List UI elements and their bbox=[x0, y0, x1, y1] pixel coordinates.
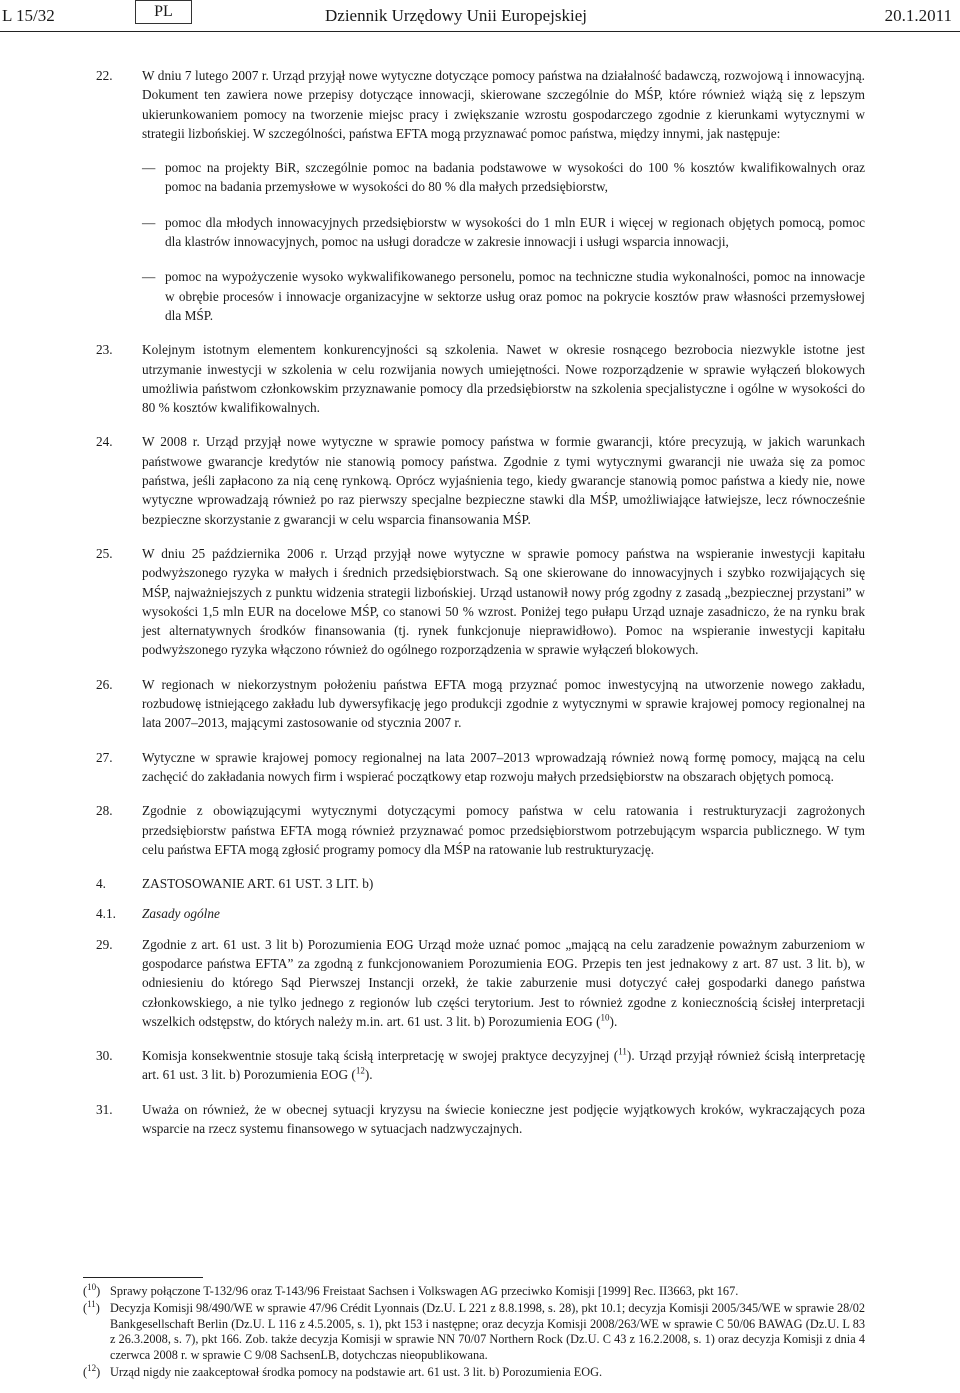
paragraph-23 bbox=[96, 340, 865, 417]
footnote-text: Urząd nigdy nie zaakceptował środka pomocy na podstawie art. 61 ust. 3 lit. b) Porozumienia EOG. bbox=[110, 1365, 603, 1380]
paragraph-31 bbox=[96, 1100, 865, 1139]
paragraph-25 bbox=[96, 544, 865, 660]
list-item-text: pomoc na projekty BiR, szczególnie pomoc na badania podstawowe w wysokości do 100 % kosztów kwalifikowalnych oraz pomoc na badania przemysłowe w wysokości do 80 % dla małych przedsiębiorstw, bbox=[165, 160, 865, 195]
paragraph-text: Zgodnie z art. 61 ust. 3 lit b) Porozumienia EOG Urząd może uznać pomoc „mającą na celu zaradzenie poważnym zaburzeniom w gospodarce państwa EFTA” za zgodną z funkcjonowaniem Porozumienia EOG. Przepis ten jest jednakowy z art. 87 ust. 3 lit. b), w odniesieniu do którego Sąd Pierwszej Instancji orzekł, że takie zaburzenie musi dotyczyć całej gospodarki danego państwa członkowskiego, a nie tylko jednego z regionów lub części terytorium. Jest to również zgodne z koniecznością ścisłej interpretacji wszelkich odstępstw, do których należy m.in. art. 61 ust. 3 lit. b) Porozumienia EOG bbox=[142, 936, 865, 1029]
paragraph-text: Zgodnie z obowiązującymi wytycznymi dotyczącymi pomocy państwa w celu ratowania i restrukturyzacji zagrożonych przedsiębiorstw państwa EFTA mogą również przyznawać pomoc przedsiębiorstwom potrzebującym wsparcia publicznego. W tym celu państwa EFTA mogą zgłosić programy pomocy dla MŚP na ratowanie lub restrukturyzację. bbox=[142, 803, 865, 857]
paragraph-27 bbox=[96, 748, 865, 787]
paragraph-text: Uważa on również, że w obecnej sytuacji kryzysu na świecie konieczne jest podjęcie wyjątkowych kroków, wykraczających poza wsparcie na rzecz systemu finansowego w sytuacjach nadzwyczajnych. bbox=[142, 1101, 865, 1137]
paragraph-end: . bbox=[369, 1067, 373, 1083]
list-item bbox=[142, 267, 865, 325]
paragraph-number: 24. bbox=[96, 434, 113, 450]
section-number: 4. bbox=[96, 876, 106, 892]
dash-bullet: — bbox=[142, 160, 156, 176]
footnote-ref[interactable]: 12 bbox=[355, 1066, 365, 1077]
section-heading bbox=[96, 874, 865, 893]
paragraph-30: 30. Komisja konsekwentnie stosuje taką ścisłą interpretację w swojej praktyce decyzyjnej ($^{11}$). Urząd przyjął również ścisłą interpretację art. 61 ust. 3 lit. b) Porozumienia EOG ($^{12}$). bbox=[96, 1046, 865, 1083]
paragraph-text-2: . Urząd przyjął również ścisłą interpretację art. 61 ust. 3 lit. b) Porozumienia EOG bbox=[142, 1048, 865, 1083]
language-box: PL bbox=[135, 0, 192, 24]
footnote bbox=[83, 1301, 865, 1363]
footnote-mark: ($^{11}$) bbox=[83, 1299, 100, 1316]
section-title: ZASTOSOWANIE ART. 61 UST. 3 LIT. b) bbox=[142, 876, 374, 892]
page-number: L 15/32 bbox=[2, 6, 55, 25]
document-body bbox=[96, 66, 865, 1153]
paragraph-28 bbox=[96, 801, 865, 859]
footnote-ref[interactable]: 11 bbox=[618, 1046, 627, 1057]
journal-title: Dziennik Urzędowy Unii Europejskiej bbox=[325, 6, 588, 25]
dash-bullet: — bbox=[142, 214, 156, 230]
list-item bbox=[142, 213, 865, 252]
paragraph-number: 28. bbox=[96, 803, 113, 819]
issue-date: 20.1.2011 bbox=[884, 6, 952, 25]
header-rule bbox=[0, 31, 960, 32]
paragraph-number: 22. bbox=[96, 68, 113, 83]
paragraph-text: W 2008 r. Urząd przyjął nowe wytyczne w sprawie pomocy państwa w formie gwarancji, które precyzują, w jakich warunkach państwowe gwarancje kredytów nie stanowią pomocy państwa. Zgodnie z tymi wytycznymi gwarancji nie uważa się za pomoc państwa, jeśli zapłacono za nią cenę rynkową. Oprócz wyjaśnienia tego, kiedy gwarancje stanowią pomoc państwa a kiedy nie, nowe wytyczne wprowadzają również po raz pierwszy specjalne bezpieczne stawki dla MŚP, umożliwiające łatwiejsze, lecz równocześnie bezpieczne skorzystanie z gwarancji w celu wsparcia finansowania MŚP. bbox=[142, 434, 865, 527]
paragraph-text: W dniu 25 października 2006 r. Urząd przyjął nowe wytyczne w sprawie pomocy państwa na wspieranie inwestycji kapitału podwyższonego ryzyka w małych i średnich przedsiębiorstwach. Są one skierowane do innowacyjnych i szybko rozwijających się MŚP, najważniejszych z punktu widzenia strategii lizbońskiej. Urząd ustanowił nowy próg zgodny z zasadą „bezpiecznej przystani” w wysokości 1,5 mln EUR na docelowe MŚP, co stanowi 50 % wzrost. Poniżej tego pułapu Urząd uznaje zasadniczo, że na rynku brak jest alternatywnych środków finansowania (tj. rynek funkcjonuje nieprawidłowo). Pomoc na wspieranie inwestycji kapitału podwyższonego ryzyka włączono również do ogólnego rozporządzenia w sprawie wyłączeń blokowych. bbox=[142, 545, 865, 658]
paragraph-number: 29. bbox=[96, 936, 113, 952]
footnote-rule bbox=[83, 1277, 203, 1278]
paragraph-text: Wytyczne w sprawie krajowej pomocy regionalnej na lata 2007–2013 wprowadzają również nową formę pomocy, mającą na celu zachęcić do zakładania nowych firm i wspierać początkowy etap rozwoju małych przedsiębiorstw na obszarach objętych pomocą. bbox=[142, 749, 865, 784]
subsection-heading bbox=[96, 904, 865, 923]
dash-list bbox=[142, 158, 865, 325]
paragraph-number: 30. bbox=[96, 1048, 113, 1064]
footnote-mark: ($^{12}$) bbox=[83, 1362, 101, 1380]
footnotes bbox=[83, 1281, 865, 1382]
list-item bbox=[142, 158, 865, 197]
list-item-text: pomoc dla młodych innowacyjnych przedsiębiorstw w wysokości do 1 mln EUR i więcej w regionach objętych pomocą, pomoc dla klastrów innowacyjnych, pomoc na usługi doradcze w zakresie innowacji i usługi wsparcia innowacji, bbox=[165, 214, 865, 250]
paragraph-26 bbox=[96, 675, 865, 733]
paragraph-22 bbox=[96, 66, 865, 325]
paragraph-text: W regionach w niekorzystnym położeniu państwa EFTA mogą przyznać pomoc inwestycyjną na utworzenie nowego zakładu, rozbudowę istniejącego zakładu lub dywersyfikację jego produkcji zgodnie z wytycznymi w sprawie krajowej pomocy regionalnej na lata 2007–2013, mającymi zastosowanie od stycznia 2007 r. bbox=[142, 676, 865, 731]
list-item-text: pomoc na wypożyczenie wysoko wykwalifikowanego personelu, pomoc na techniczne studia wykonalności, pomoc na innowacje w obrębie procesów i innowacje organizacyjne w sektorze usług oraz pomoc na pokrycie kosztów praw własności przemysłowej dla MŚP. bbox=[165, 269, 865, 323]
paragraph-text: Kolejnym istotnym elementem konkurencyjności są szkolenia. Nawet w okresie rosnącego bezrobocia niezwykle istotne jest utrzymanie inwestycji w szkolenia w celu rozwijania nowych umiejętności. Nowe rozporządzenie w sprawie wyłączeń blokowych umożliwia państwom członkowskim przyznawanie pomocy dla przedsiębiorstw na szkolenia specjalistyczne i ogólne w wysokości do 80 % kosztów kwalifikowalnych. bbox=[142, 342, 865, 416]
paragraph-text: W dniu 7 lutego 2007 r. Urząd przyjął nowe wytyczne dotyczące pomocy państwa na działalność badawczą, rozwojową i innowacyjną. Dokument ten zawiera nowe przepisy dotyczące innowacji, skierowane szczególnie do MŚP, które również wiążą się z lepszym ukierunkowaniem pomocy na tworzenie miejsc pracy i zwiększanie wzrostu gospodarczego zgodnie z kierunkami wytycznymi w strategii lizbońskiej. W szczególności, państwa EFTA mogą przyznawać pomoc państwa, między innymi, jak następuje: bbox=[142, 68, 865, 141]
dash-bullet: — bbox=[142, 269, 156, 285]
footnote bbox=[83, 1281, 865, 1299]
paragraph-29: 29. Zgodnie z art. 61 ust. 3 lit b) Porozumienia EOG Urząd może uznać pomoc „mającą na celu zaradzenie poważnym zaburzeniom w gospodarce państwa EFTA” za zgodną z funkcjonowaniem Porozumienia EOG. Przepis ten jest jednakowy z art. 87 ust. 3 lit. b), w odniesieniu do którego Sąd Pierwszej Instancji orzekł, że takie zaburzenie musi dotyczyć całej gospodarki danego państwa członkowskiego, a nie tylko jednego z regionów lub części terytorium. Jest to również zgodne z koniecznością ścisłej interpretacji wszelkich odstępstw, do których należy m.in. art. 61 ust. 3 lit. b) Porozumienia EOG ($^{10}$). bbox=[96, 936, 865, 1029]
paragraph-number: 25. bbox=[96, 545, 113, 561]
paragraph-24 bbox=[96, 432, 865, 528]
footnote-text: Decyzja Komisji 98/490/WE w sprawie 47/96 Crédit Lyonnais (Dz.U. L 221 z 8.8.1998, s. 28), pkt 10.1; decyzja Komisji 2005/345/WE w sprawie 28/02 Bankgesellschaft Berlin (Dz.U. L 116 z 4.5.2005, s. 1), pkt 153 i następne; oraz decyzja Komisji 2008/263/WE w sprawie C 50/06 BAWAG (Dz.U. L 83 z 26.3.2008, s. 7), pkt 166. Zob. także decyzja Komisji w sprawie NN 70/07 Northern Rock (Dz.U. C 43 z 16.2.2008, s. 1) oraz decyzja Komisji z dnia 4 czerwca 2008 r. w sprawie C 9/08 SachsenLB, dotychczas nieopublikowana. bbox=[110, 1301, 865, 1362]
paragraph-end: . bbox=[613, 1013, 618, 1029]
footnote-mark: ($^{10}$) bbox=[83, 1281, 101, 1298]
paragraph-text: Komisja konsekwentnie stosuje taką ścisłą interpretację w swojej praktyce decyzyjnej bbox=[142, 1048, 610, 1064]
footnote-ref[interactable]: 10 bbox=[600, 1012, 610, 1023]
footnote bbox=[83, 1362, 865, 1380]
paragraph-number: 31. bbox=[96, 1101, 113, 1117]
footnote-text: Sprawy połączone T-132/96 oraz T-143/96 Freistaat Sachsen i Volkswagen AG przeciwko Komisji [1999] Rec. II3663, pkt 167. bbox=[110, 1284, 739, 1298]
subsection-number: 4.1. bbox=[96, 906, 116, 922]
paragraph-number: 26. bbox=[96, 676, 113, 692]
paragraph-number: 27. bbox=[96, 749, 113, 765]
page-header bbox=[0, 0, 960, 30]
paragraph-number: 23. bbox=[96, 342, 113, 358]
subsection-title: Zasady ogólne bbox=[142, 906, 220, 922]
